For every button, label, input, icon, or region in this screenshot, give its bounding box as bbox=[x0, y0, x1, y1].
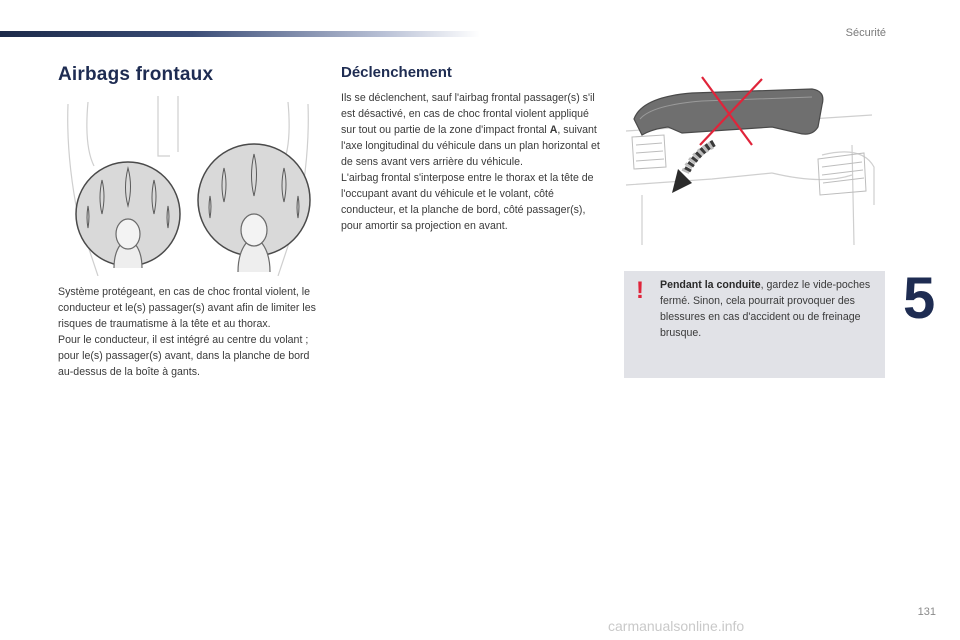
section-heading-deploiement: Déclenchement bbox=[341, 64, 452, 81]
airbag-seats-illustration bbox=[58, 96, 313, 276]
intro-paragraph: Système protégeant, en cas de choc frontal violent, le conducteur et le(s) passager(s) avant afin de limiter les risques de traumatisme à la tête et au thorax. bbox=[58, 286, 316, 330]
vent-left bbox=[632, 135, 666, 169]
glovebox-illustration bbox=[622, 75, 884, 247]
warning-text: Pendant la conduite, gardez le vide-poches fermé. Sinon, cela pourrait provoquer des blessures en cas d'accident ou de freinage brusque. bbox=[660, 279, 871, 339]
deployment-paragraph: L'airbag frontal s'interpose entre le thorax et la tête de l'occupant avant du véhicule et le volant, côté conducteur, et la planche de bord, côté passager(s), pour amortir sa projection en avant. bbox=[341, 172, 594, 232]
section-title: Sécurité bbox=[845, 27, 886, 39]
exclamation-icon: ! bbox=[636, 277, 644, 304]
passenger-airbag bbox=[198, 144, 310, 272]
impact-zone-label: A bbox=[549, 124, 558, 136]
warning-bold-lead: Pendant la conduite bbox=[660, 279, 761, 291]
deployment-paragraph: Ils se déclenchent, sauf l'airbag frontal passager(s) s'il est désactivé, en cas de choc frontal violent appliqué sur tout ou partie de la zone d'impact frontal A, suivant l'axe longitudinal du véhicule dans un plan horizontal et de sens avant vers arrière du véhicule. bbox=[341, 92, 600, 168]
warning-box bbox=[624, 271, 885, 378]
intro-text bbox=[58, 284, 320, 380]
watermark: carmanualsonline.info bbox=[608, 618, 745, 634]
vent-right bbox=[818, 153, 866, 195]
chapter-number: 5 bbox=[903, 266, 936, 331]
impact-arrow-icon bbox=[672, 143, 714, 193]
page-number: 131 bbox=[917, 606, 936, 618]
intro-paragraph: Pour le conducteur, il est intégré au centre du volant ; pour le(s) passager(s) avant, dans la planche de bord au-dessus de la boîte à gants. bbox=[58, 334, 310, 378]
driver-airbag bbox=[76, 162, 180, 268]
page-title: Airbags frontaux bbox=[58, 64, 214, 85]
header-gradient-bar bbox=[0, 31, 480, 37]
deployment-text bbox=[341, 90, 606, 234]
